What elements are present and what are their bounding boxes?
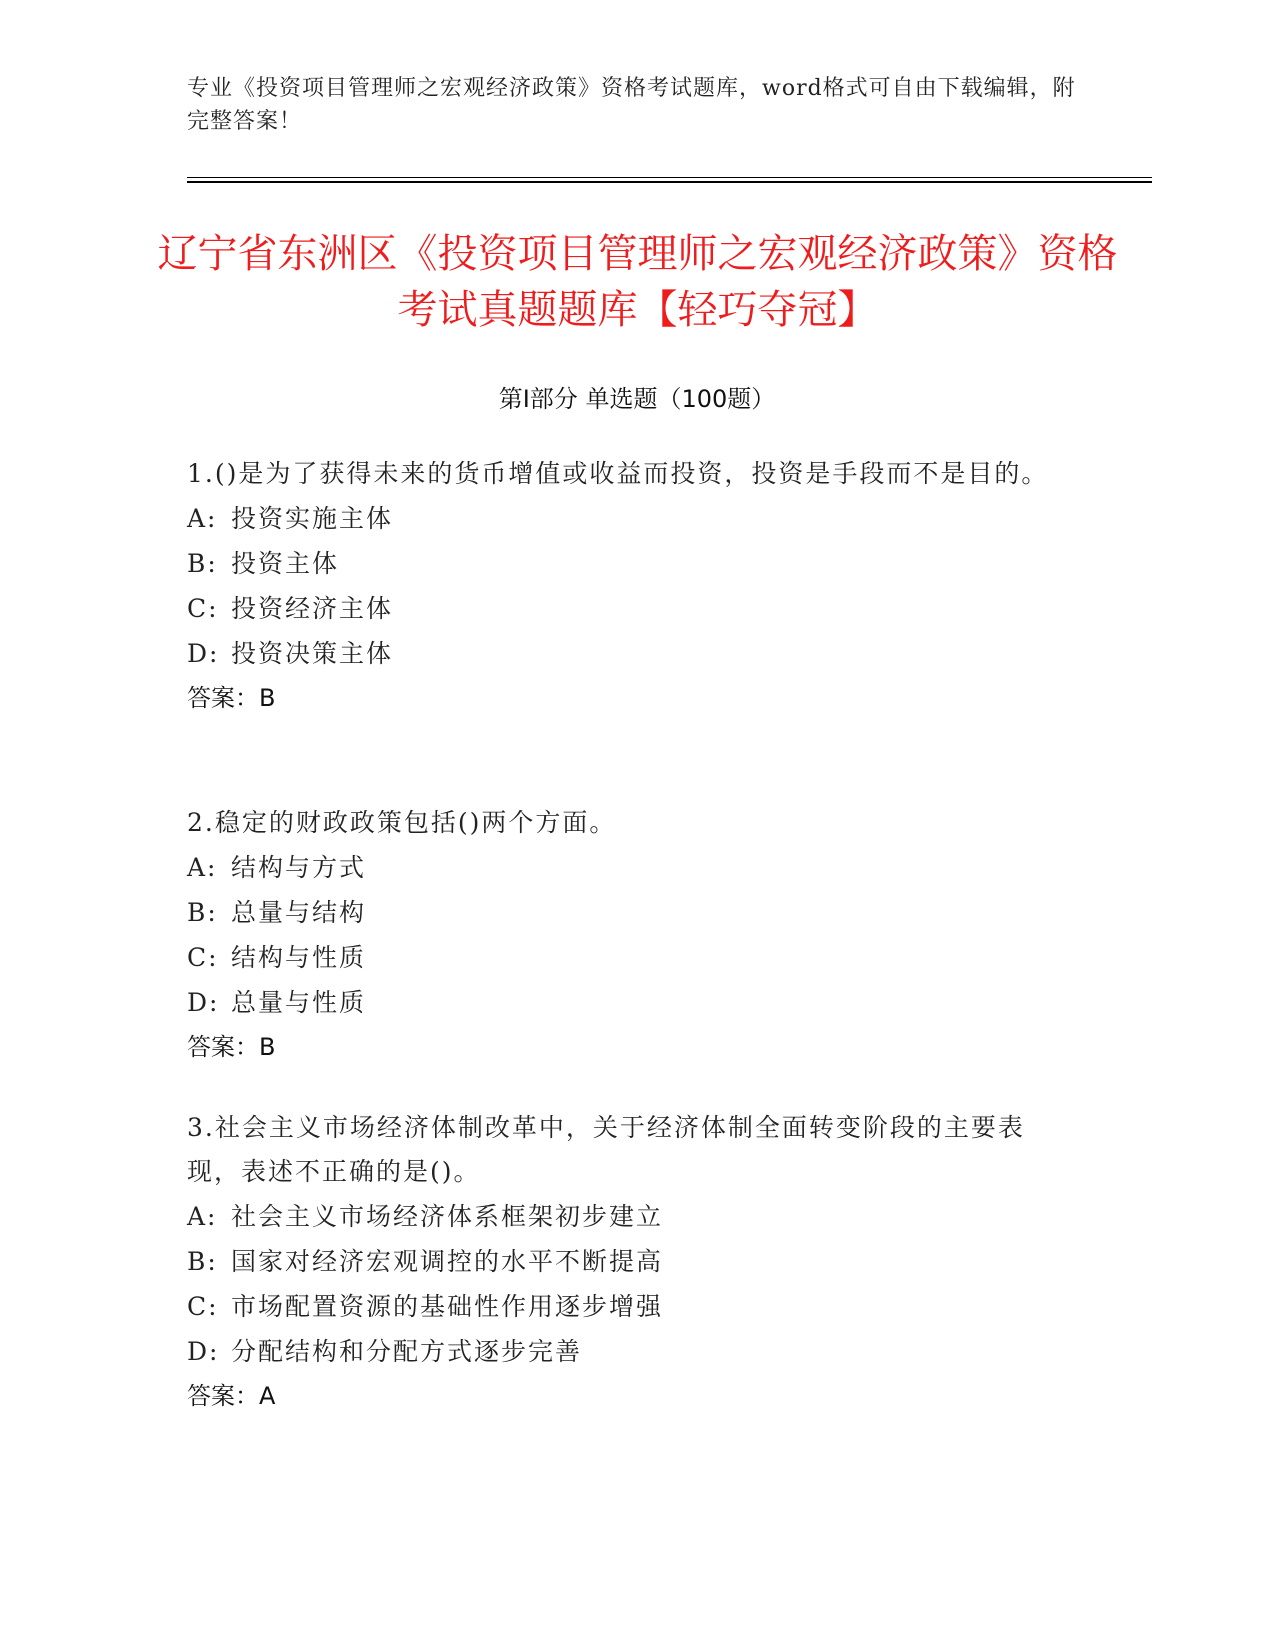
question-stem: 1.()是为了获得未来的货币增值或收益而投资，投资是手段而不是目的。 (187, 459, 1049, 488)
header-note: 专业《投资项目管理师之宏观经济政策》资格考试题库，word格式可自由下载编辑，附完整答案！ (187, 76, 1076, 134)
option-text: 分配结构和分配方式逐步完善 (231, 1337, 583, 1366)
option-letter: C: (187, 943, 219, 972)
option-text: 投资经济主体 (231, 594, 394, 623)
option-d (187, 631, 1067, 676)
option-b (187, 890, 1067, 935)
option-c (187, 935, 1067, 980)
option-text: 结构与性质 (231, 943, 367, 972)
option-letter: D: (187, 1337, 220, 1366)
option-text: 结构与方式 (231, 853, 367, 882)
option-letter: A: (187, 504, 218, 533)
option-d (187, 1329, 1067, 1374)
section-title: 第Ⅰ部分 单选题（100题） (498, 385, 776, 413)
option-d (187, 980, 1067, 1025)
option-letter: C: (187, 1292, 219, 1321)
option-text: 总量与结构 (231, 898, 367, 927)
option-letter: A: (187, 1202, 218, 1231)
option-letter: D: (187, 639, 220, 668)
option-letter: B: (187, 898, 218, 927)
option-text: 总量与性质 (231, 988, 367, 1017)
option-text: 国家对经济宏观调控的水平不断提高 (231, 1247, 664, 1276)
option-b (187, 1239, 1067, 1284)
question-1 (187, 452, 1067, 720)
question-2 (187, 801, 1067, 1069)
question-stem: 3.社会主义市场经济体制改革中，关于经济体制全面转变阶段的主要表现，表述不正确的是()。 (187, 1113, 1025, 1186)
option-text: 投资决策主体 (231, 639, 394, 668)
option-a (187, 1194, 1067, 1239)
question-stem: 2.稳定的财政政策包括()两个方面。 (187, 808, 617, 837)
question-3 (187, 1106, 1067, 1418)
answer: 答案：A (187, 1382, 276, 1410)
option-a (187, 845, 1067, 890)
option-letter: A: (187, 853, 218, 882)
document-title: 辽宁省东洲区《投资项目管理师之宏观经济政策》资格考试真题题库【轻巧夺冠】 (157, 231, 1118, 333)
option-letter: C: (187, 594, 219, 623)
option-letter: D: (187, 988, 220, 1017)
option-text: 投资主体 (231, 549, 340, 578)
option-letter: B: (187, 549, 218, 578)
option-c (187, 1284, 1067, 1329)
header-divider-thick (187, 181, 1152, 183)
answer: 答案：B (187, 684, 276, 712)
option-b (187, 541, 1067, 586)
answer: 答案：B (187, 1033, 276, 1061)
option-a (187, 496, 1067, 541)
option-letter: B: (187, 1247, 218, 1276)
option-text: 市场配置资源的基础性作用逐步增强 (231, 1292, 664, 1321)
option-text: 投资实施主体 (231, 504, 394, 533)
header-divider-thin (187, 177, 1152, 178)
option-text: 社会主义市场经济体系框架初步建立 (231, 1202, 664, 1231)
option-c (187, 586, 1067, 631)
